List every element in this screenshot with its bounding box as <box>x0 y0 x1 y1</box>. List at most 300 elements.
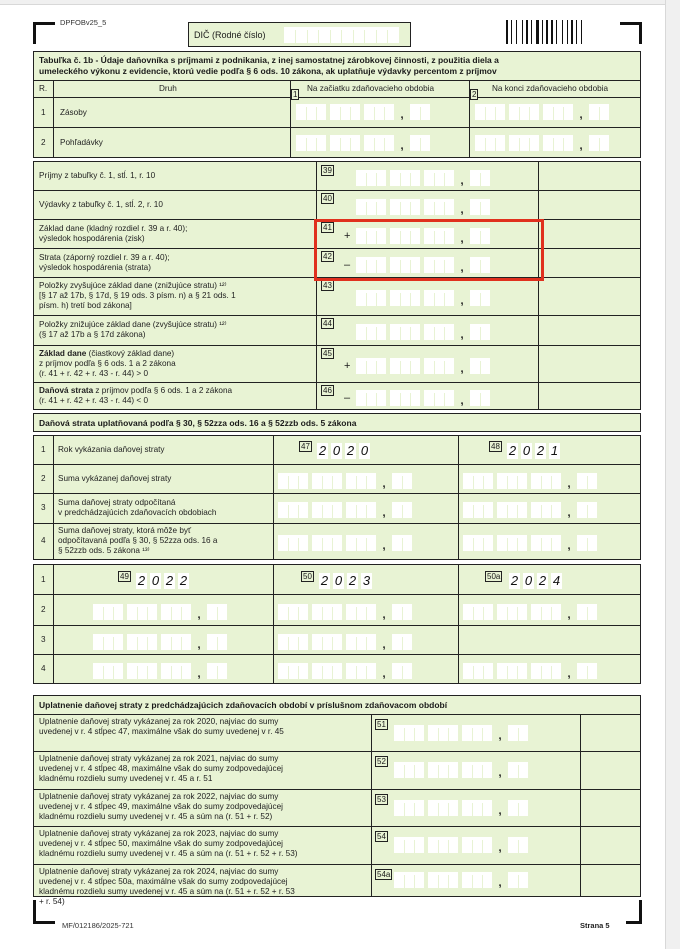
zasoby-end-input[interactable] <box>475 104 613 120</box>
digit-group[interactable] <box>509 135 539 151</box>
digit-cell[interactable] <box>444 290 454 306</box>
digit-cell[interactable] <box>404 725 414 741</box>
digit-cell[interactable] <box>394 837 404 853</box>
digit-cell[interactable] <box>394 800 404 816</box>
digit-group[interactable] <box>428 837 458 853</box>
digit-cell[interactable] <box>298 502 308 518</box>
digit-cell[interactable] <box>508 725 518 741</box>
digit-group[interactable] <box>356 390 386 406</box>
dic-digit-cell[interactable] <box>353 27 365 43</box>
digit-cell[interactable] <box>394 725 404 741</box>
digit-group[interactable] <box>346 604 376 620</box>
digit-cell[interactable] <box>519 104 529 120</box>
digit-cell[interactable] <box>390 324 400 340</box>
digit-cell[interactable] <box>278 604 288 620</box>
digit-cell[interactable] <box>551 663 561 679</box>
digit-cell[interactable] <box>113 663 123 679</box>
digit-cell[interactable] <box>298 535 308 551</box>
year-digit[interactable]: 2 <box>346 443 355 458</box>
decimal-group[interactable] <box>207 663 227 679</box>
digit-cell[interactable] <box>424 358 434 374</box>
digit-cell[interactable] <box>390 199 400 215</box>
digit-cell[interactable] <box>462 800 472 816</box>
loss-b-row-2-col50a-input[interactable] <box>463 604 601 620</box>
digit-cell[interactable] <box>483 502 493 518</box>
digit-cell[interactable] <box>473 535 483 551</box>
digit-cell[interactable] <box>438 837 448 853</box>
digit-cell[interactable] <box>356 663 366 679</box>
digit-cell[interactable] <box>529 104 539 120</box>
digit-cell[interactable] <box>296 104 306 120</box>
digit-cell[interactable] <box>366 199 376 215</box>
digit-group[interactable] <box>346 502 376 518</box>
digit-cell[interactable] <box>577 502 587 518</box>
digit-group[interactable] <box>531 473 561 489</box>
digit-cell[interactable] <box>147 634 157 650</box>
digit-group[interactable] <box>531 502 561 518</box>
year-digit[interactable]: 2 <box>165 573 174 588</box>
digit-cell[interactable] <box>376 324 386 340</box>
digit-group[interactable] <box>346 535 376 551</box>
digit-cell[interactable] <box>207 634 217 650</box>
digit-cell[interactable] <box>332 634 342 650</box>
digit-cell[interactable] <box>414 725 424 741</box>
digit-cell[interactable] <box>509 135 519 151</box>
decimal-group[interactable] <box>589 135 609 151</box>
digit-cell[interactable] <box>531 663 541 679</box>
digit-cell[interactable] <box>278 634 288 650</box>
digit-group[interactable] <box>424 390 454 406</box>
year-digit[interactable]: 0 <box>524 573 533 588</box>
digit-cell[interactable] <box>551 502 561 518</box>
digit-cell[interactable] <box>480 290 490 306</box>
dic-digit-cell[interactable] <box>365 27 377 43</box>
digit-group[interactable] <box>390 324 420 340</box>
digit-cell[interactable] <box>137 634 147 650</box>
digit-cell[interactable] <box>410 170 420 186</box>
digit-cell[interactable] <box>507 535 517 551</box>
digit-cell[interactable] <box>599 135 609 151</box>
decimal-group[interactable] <box>508 800 528 816</box>
year-digit[interactable]: 4 <box>552 573 561 588</box>
digit-cell[interactable] <box>404 872 414 888</box>
digit-cell[interactable] <box>332 535 342 551</box>
digit-cell[interactable] <box>507 663 517 679</box>
digit-cell[interactable] <box>473 502 483 518</box>
digit-cell[interactable] <box>306 135 316 151</box>
digit-cell[interactable] <box>330 104 340 120</box>
digit-group[interactable] <box>497 663 527 679</box>
digit-cell[interactable] <box>587 473 597 489</box>
loss-b-row-3-col50-input[interactable] <box>278 634 416 650</box>
digit-cell[interactable] <box>332 502 342 518</box>
digit-cell[interactable] <box>543 135 553 151</box>
digit-group[interactable] <box>509 104 539 120</box>
digit-group[interactable] <box>463 535 493 551</box>
digit-cell[interactable] <box>485 135 495 151</box>
loss-b-row-2-col49-input[interactable] <box>93 604 231 620</box>
digit-cell[interactable] <box>462 872 472 888</box>
digit-cell[interactable] <box>448 800 458 816</box>
year-digit[interactable]: 2 <box>137 573 146 588</box>
digit-group[interactable] <box>296 104 326 120</box>
decimal-group[interactable] <box>392 663 412 679</box>
digit-cell[interactable] <box>424 199 434 215</box>
digit-cell[interactable] <box>508 837 518 853</box>
digit-cell[interactable] <box>448 762 458 778</box>
decimal-group[interactable] <box>470 390 490 406</box>
digit-cell[interactable] <box>103 604 113 620</box>
digit-cell[interactable] <box>482 837 492 853</box>
digit-group[interactable] <box>356 358 386 374</box>
digit-cell[interactable] <box>463 502 473 518</box>
digit-cell[interactable] <box>322 502 332 518</box>
digit-group[interactable] <box>161 634 191 650</box>
digit-cell[interactable] <box>551 535 561 551</box>
digit-cell[interactable] <box>444 170 454 186</box>
digit-cell[interactable] <box>482 872 492 888</box>
digit-cell[interactable] <box>531 473 541 489</box>
digit-cell[interactable] <box>392 634 402 650</box>
digit-cell[interactable] <box>587 535 597 551</box>
digit-cell[interactable] <box>350 135 360 151</box>
digit-cell[interactable] <box>410 104 420 120</box>
dic-digit-cell[interactable] <box>296 27 308 43</box>
digit-cell[interactable] <box>497 473 507 489</box>
digit-cell[interactable] <box>346 473 356 489</box>
digit-cell[interactable] <box>438 762 448 778</box>
digit-group[interactable] <box>394 872 424 888</box>
digit-cell[interactable] <box>400 390 410 406</box>
digit-cell[interactable] <box>551 604 561 620</box>
loss-b-row-2-col50-input[interactable] <box>278 604 416 620</box>
digit-cell[interactable] <box>410 199 420 215</box>
digit-cell[interactable] <box>322 634 332 650</box>
digit-cell[interactable] <box>316 135 326 151</box>
digit-cell[interactable] <box>483 535 493 551</box>
decimal-group[interactable] <box>392 502 412 518</box>
digit-cell[interactable] <box>207 663 217 679</box>
digit-cell[interactable] <box>531 535 541 551</box>
column-48-year-input[interactable] <box>507 443 560 459</box>
digit-group[interactable] <box>424 324 454 340</box>
digit-cell[interactable] <box>463 663 473 679</box>
digit-cell[interactable] <box>288 604 298 620</box>
decimal-group[interactable] <box>207 604 227 620</box>
digit-cell[interactable] <box>509 104 519 120</box>
digit-cell[interactable] <box>507 473 517 489</box>
digit-cell[interactable] <box>366 502 376 518</box>
digit-cell[interactable] <box>278 502 288 518</box>
digit-cell[interactable] <box>366 358 376 374</box>
digit-group[interactable] <box>312 634 342 650</box>
digit-group[interactable] <box>462 872 492 888</box>
digit-group[interactable] <box>531 535 561 551</box>
digit-cell[interactable] <box>577 604 587 620</box>
digit-cell[interactable] <box>147 663 157 679</box>
loss-b-row-4-col50-input[interactable] <box>278 663 416 679</box>
digit-cell[interactable] <box>448 837 458 853</box>
digit-cell[interactable] <box>563 135 573 151</box>
loss-row-2-col47-input[interactable] <box>278 473 416 489</box>
digit-cell[interactable] <box>288 634 298 650</box>
digit-cell[interactable] <box>410 358 420 374</box>
digit-cell[interactable] <box>374 135 384 151</box>
dic-digit-cell[interactable] <box>319 27 331 43</box>
digit-cell[interactable] <box>171 663 181 679</box>
digit-group[interactable] <box>296 135 326 151</box>
digit-cell[interactable] <box>541 663 551 679</box>
digit-cell[interactable] <box>589 104 599 120</box>
digit-cell[interactable] <box>472 837 482 853</box>
digit-cell[interactable] <box>322 535 332 551</box>
digit-group[interactable] <box>346 634 376 650</box>
digit-cell[interactable] <box>475 135 485 151</box>
digit-group[interactable] <box>312 473 342 489</box>
digit-group[interactable] <box>462 725 492 741</box>
digit-cell[interactable] <box>470 358 480 374</box>
digit-group[interactable] <box>364 104 394 120</box>
decimal-group[interactable] <box>392 535 412 551</box>
digit-cell[interactable] <box>541 604 551 620</box>
digit-group[interactable] <box>497 473 527 489</box>
digit-cell[interactable] <box>517 604 527 620</box>
digit-cell[interactable] <box>444 390 454 406</box>
column-49-year-input[interactable] <box>136 573 189 589</box>
digit-group[interactable] <box>356 290 386 306</box>
decimal-group[interactable] <box>470 199 490 215</box>
digit-group[interactable] <box>497 502 527 518</box>
digit-cell[interactable] <box>424 324 434 340</box>
digit-cell[interactable] <box>482 725 492 741</box>
digit-cell[interactable] <box>113 634 123 650</box>
digit-group[interactable] <box>428 762 458 778</box>
digit-cell[interactable] <box>127 604 137 620</box>
digit-cell[interactable] <box>587 604 597 620</box>
column-50-year-input[interactable] <box>319 573 372 589</box>
digit-group[interactable] <box>346 473 376 489</box>
digit-group[interactable] <box>475 135 505 151</box>
digit-cell[interactable] <box>356 473 366 489</box>
digit-cell[interactable] <box>171 604 181 620</box>
digit-group[interactable] <box>330 135 360 151</box>
digit-cell[interactable] <box>428 800 438 816</box>
digit-cell[interactable] <box>463 473 473 489</box>
digit-cell[interactable] <box>376 358 386 374</box>
digit-cell[interactable] <box>517 663 527 679</box>
digit-cell[interactable] <box>517 535 527 551</box>
digit-cell[interactable] <box>340 104 350 120</box>
year-digit[interactable]: 0 <box>151 573 160 588</box>
digit-cell[interactable] <box>482 762 492 778</box>
digit-cell[interactable] <box>278 473 288 489</box>
digit-cell[interactable] <box>394 762 404 778</box>
digit-cell[interactable] <box>400 324 410 340</box>
digit-cell[interactable] <box>444 358 454 374</box>
digit-cell[interactable] <box>480 199 490 215</box>
digit-cell[interactable] <box>577 535 587 551</box>
digit-cell[interactable] <box>298 604 308 620</box>
year-digit[interactable]: 2 <box>348 573 357 588</box>
digit-cell[interactable] <box>508 762 518 778</box>
digit-cell[interactable] <box>390 170 400 186</box>
decimal-group[interactable] <box>470 170 490 186</box>
digit-cell[interactable] <box>217 604 227 620</box>
digit-cell[interactable] <box>414 800 424 816</box>
decimal-group[interactable] <box>470 324 490 340</box>
digit-cell[interactable] <box>507 604 517 620</box>
digit-group[interactable] <box>127 663 157 679</box>
digit-cell[interactable] <box>400 170 410 186</box>
digit-cell[interactable] <box>366 390 376 406</box>
digit-cell[interactable] <box>587 502 597 518</box>
digit-cell[interactable] <box>448 725 458 741</box>
digit-cell[interactable] <box>346 634 356 650</box>
loss-b-row-3-col49-input[interactable] <box>93 634 231 650</box>
digit-cell[interactable] <box>434 358 444 374</box>
digit-group[interactable] <box>312 502 342 518</box>
digit-cell[interactable] <box>312 604 322 620</box>
digit-cell[interactable] <box>470 324 480 340</box>
digit-cell[interactable] <box>356 199 366 215</box>
loss-row-4-col48-input[interactable] <box>463 535 601 551</box>
digit-cell[interactable] <box>473 604 483 620</box>
digit-cell[interactable] <box>332 473 342 489</box>
digit-cell[interactable] <box>410 390 420 406</box>
digit-cell[interactable] <box>278 663 288 679</box>
digit-cell[interactable] <box>127 634 137 650</box>
digit-cell[interactable] <box>404 762 414 778</box>
digit-cell[interactable] <box>480 390 490 406</box>
digit-cell[interactable] <box>376 199 386 215</box>
digit-cell[interactable] <box>434 170 444 186</box>
digit-cell[interactable] <box>312 535 322 551</box>
digit-cell[interactable] <box>414 837 424 853</box>
digit-cell[interactable] <box>316 104 326 120</box>
digit-cell[interactable] <box>414 762 424 778</box>
digit-cell[interactable] <box>356 290 366 306</box>
digit-cell[interactable] <box>563 104 573 120</box>
line-45-input[interactable] <box>356 358 494 374</box>
digit-cell[interactable] <box>434 290 444 306</box>
digit-cell[interactable] <box>473 473 483 489</box>
digit-group[interactable] <box>356 170 386 186</box>
digit-group[interactable] <box>312 535 342 551</box>
digit-cell[interactable] <box>410 290 420 306</box>
digit-group[interactable] <box>161 663 191 679</box>
digit-cell[interactable] <box>366 535 376 551</box>
digit-cell[interactable] <box>322 663 332 679</box>
digit-group[interactable] <box>394 725 424 741</box>
digit-cell[interactable] <box>93 663 103 679</box>
loss-row-3-col47-input[interactable] <box>278 502 416 518</box>
digit-cell[interactable] <box>483 604 493 620</box>
dic-digit-cell[interactable] <box>342 27 354 43</box>
digit-cell[interactable] <box>366 604 376 620</box>
digit-cell[interactable] <box>390 358 400 374</box>
digit-group[interactable] <box>93 663 123 679</box>
digit-cell[interactable] <box>462 725 472 741</box>
digit-cell[interactable] <box>364 135 374 151</box>
digit-group[interactable] <box>356 324 386 340</box>
digit-cell[interactable] <box>312 473 322 489</box>
digit-cell[interactable] <box>400 290 410 306</box>
digit-cell[interactable] <box>356 324 366 340</box>
pohladavky-start-input[interactable] <box>296 135 434 151</box>
digit-group[interactable] <box>330 104 360 120</box>
digit-cell[interactable] <box>350 104 360 120</box>
digit-cell[interactable] <box>356 358 366 374</box>
column-47-year-input[interactable] <box>317 443 370 459</box>
digit-group[interactable] <box>93 604 123 620</box>
year-digit[interactable]: 3 <box>362 573 371 588</box>
digit-group[interactable] <box>390 390 420 406</box>
year-digit[interactable]: 2 <box>320 573 329 588</box>
digit-cell[interactable] <box>340 135 350 151</box>
loss-b-row-4-col50a-input[interactable] <box>463 663 601 679</box>
digit-cell[interactable] <box>519 135 529 151</box>
digit-cell[interactable] <box>497 502 507 518</box>
decimal-group[interactable] <box>508 725 528 741</box>
digit-group[interactable] <box>278 473 308 489</box>
digit-group[interactable] <box>497 604 527 620</box>
digit-cell[interactable] <box>480 170 490 186</box>
digit-cell[interactable] <box>463 535 473 551</box>
digit-cell[interactable] <box>462 762 472 778</box>
digit-cell[interactable] <box>400 199 410 215</box>
digit-cell[interactable] <box>394 872 404 888</box>
digit-cell[interactable] <box>428 762 438 778</box>
digit-cell[interactable] <box>402 604 412 620</box>
digit-cell[interactable] <box>424 170 434 186</box>
digit-cell[interactable] <box>306 104 316 120</box>
digit-group[interactable] <box>543 135 573 151</box>
digit-group[interactable] <box>424 358 454 374</box>
digit-cell[interactable] <box>402 663 412 679</box>
digit-group[interactable] <box>394 837 424 853</box>
digit-cell[interactable] <box>93 604 103 620</box>
digit-cell[interactable] <box>438 872 448 888</box>
digit-cell[interactable] <box>366 170 376 186</box>
line-52-input[interactable] <box>394 762 532 778</box>
digit-cell[interactable] <box>296 135 306 151</box>
digit-cell[interactable] <box>298 663 308 679</box>
decimal-group[interactable] <box>577 473 597 489</box>
digit-cell[interactable] <box>448 872 458 888</box>
digit-cell[interactable] <box>181 604 191 620</box>
digit-cell[interactable] <box>181 634 191 650</box>
digit-cell[interactable] <box>508 800 518 816</box>
dic-digit-cell[interactable] <box>330 27 342 43</box>
digit-cell[interactable] <box>346 663 356 679</box>
digit-cell[interactable] <box>376 390 386 406</box>
digit-cell[interactable] <box>483 473 493 489</box>
decimal-group[interactable] <box>470 358 490 374</box>
digit-cell[interactable] <box>171 634 181 650</box>
digit-cell[interactable] <box>470 199 480 215</box>
digit-cell[interactable] <box>390 290 400 306</box>
digit-group[interactable] <box>424 290 454 306</box>
digit-group[interactable] <box>394 800 424 816</box>
decimal-group[interactable] <box>577 502 597 518</box>
digit-cell[interactable] <box>330 135 340 151</box>
digit-group[interactable] <box>278 604 308 620</box>
year-digit[interactable]: 2 <box>179 573 188 588</box>
digit-cell[interactable] <box>113 604 123 620</box>
digit-cell[interactable] <box>312 634 322 650</box>
year-digit[interactable]: 0 <box>360 443 369 458</box>
decimal-group[interactable] <box>410 104 430 120</box>
